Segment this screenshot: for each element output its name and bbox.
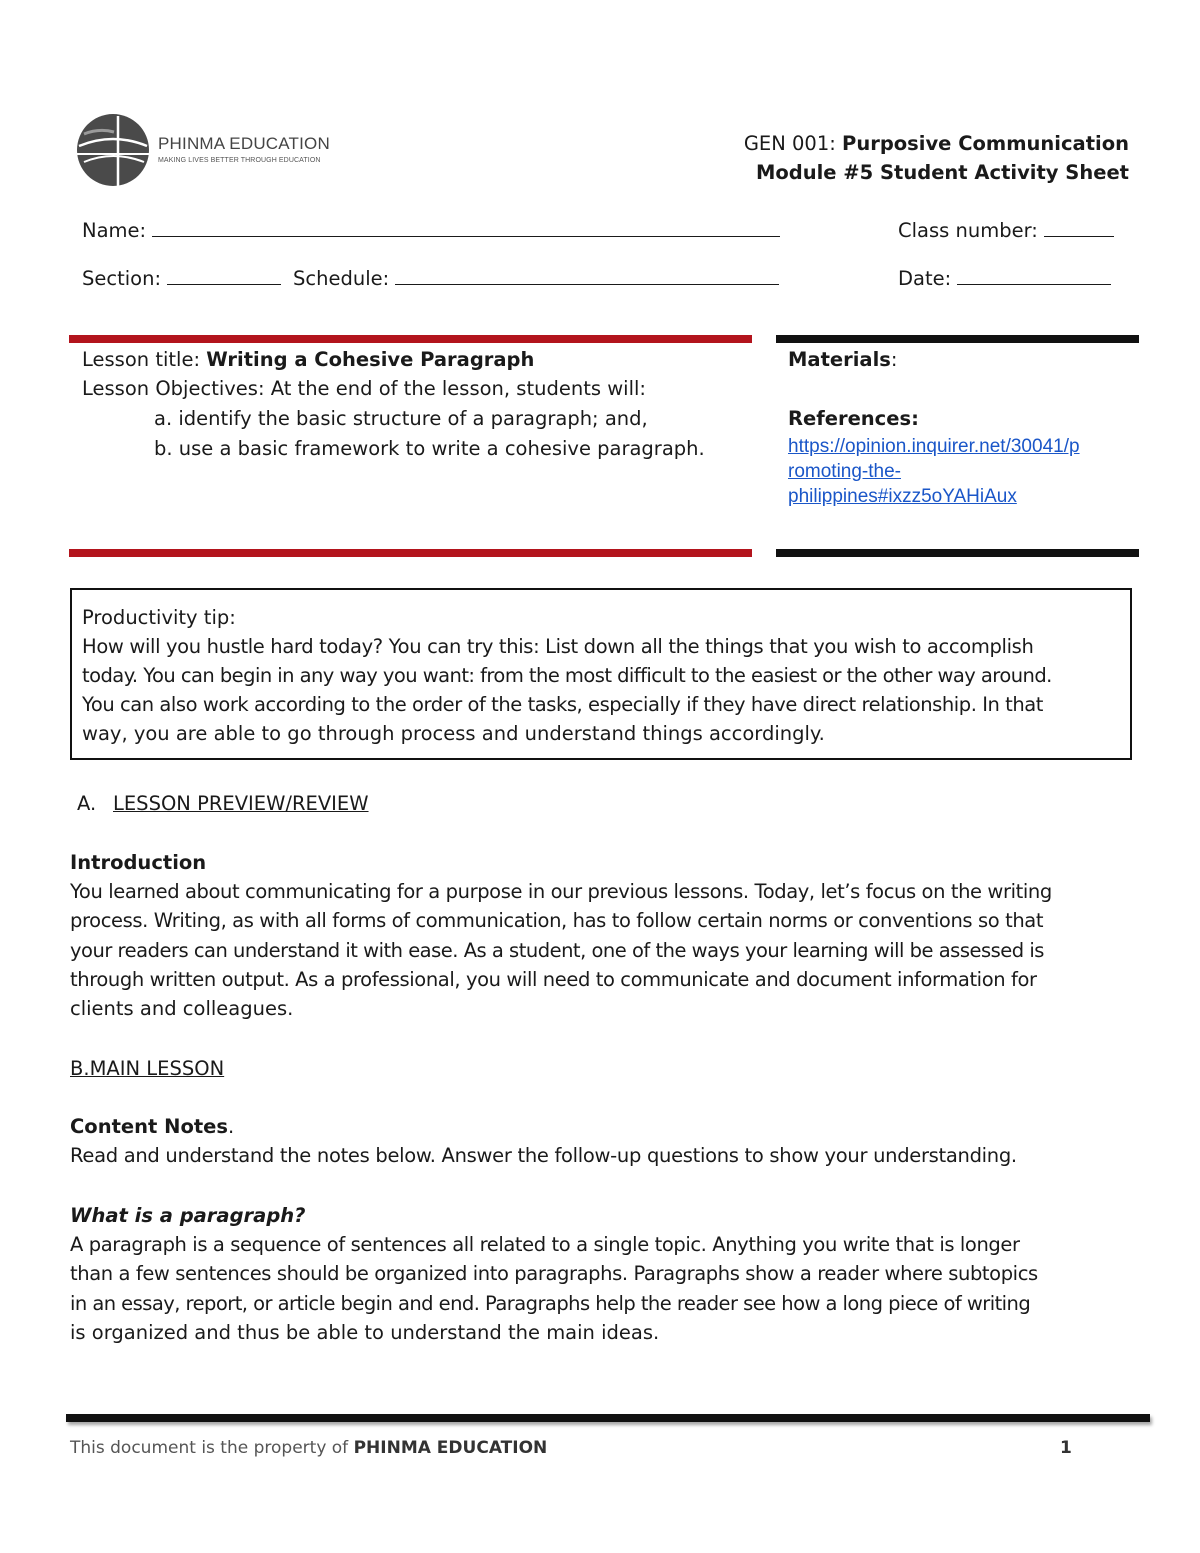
- references-heading: References:: [788, 407, 919, 430]
- paragraph-line-4: is organized and thus be able to understand the main ideas.: [70, 1321, 660, 1344]
- materials-label: Materials: [788, 348, 891, 371]
- sheet-title: Module #5 Student Activity Sheet: [755, 161, 1129, 184]
- name-blank[interactable]: [152, 218, 780, 237]
- footer-rule: [66, 1414, 1150, 1422]
- logo-tagline: MAKING LIVES BETTER THROUGH EDUCATION: [158, 157, 321, 164]
- logo: [74, 112, 334, 188]
- tip-line-4: way, you are able to go through process and understand things accordingly.: [82, 722, 825, 745]
- lesson-objective-a: a. identify the basic structure of a paragraph; and,: [154, 407, 648, 430]
- date-label: Date:: [898, 267, 952, 290]
- name-field[interactable]: [82, 216, 780, 245]
- class-number-blank[interactable]: [1044, 218, 1114, 237]
- content-notes-period: .: [228, 1115, 235, 1138]
- paragraph-line-1: A paragraph is a sequence of sentences all related to a single topic. Anything you write that is longer: [70, 1233, 1020, 1256]
- lesson-title-value: Writing a Cohesive Paragraph: [206, 348, 535, 371]
- section-blank[interactable]: [167, 266, 281, 285]
- section-a-title: LESSON PREVIEW/REVIEW: [113, 792, 369, 815]
- content-notes-heading: [70, 1112, 234, 1141]
- tip-line-2: today. You can begin in any way you want: from the most difficult to the easiest or the other way around.: [82, 664, 1052, 687]
- reference-link-line-2[interactable]: romoting-the-: [788, 461, 901, 482]
- page-number: 1: [1060, 1438, 1072, 1458]
- section-a-heading: [77, 789, 369, 818]
- footer-prefix: This document is the property of: [70, 1438, 354, 1458]
- intro-line-1: You learned about communicating for a purpose in our previous lessons. Today, let’s focus on the writing: [70, 880, 1052, 903]
- intro-line-4: through written output. As a professional, you will need to communicate and document information for: [70, 968, 1037, 991]
- footer-text: [70, 1436, 547, 1460]
- section-field[interactable]: [82, 264, 281, 293]
- productivity-tip-box: [70, 588, 1132, 760]
- phinma-logo-icon: [74, 112, 152, 188]
- lesson-objective-b: b. use a basic framework to write a cohesive paragraph.: [154, 437, 705, 460]
- introduction-heading: Introduction: [70, 851, 207, 874]
- intro-line-3: your readers can understand it with ease. As a student, one of the ways your learning will be assessed is: [70, 939, 1044, 962]
- course-name: Purposive Communication: [842, 132, 1129, 155]
- section-a-marker: A.: [77, 792, 97, 815]
- logo-brand: PHINMA EDUCATION: [158, 134, 330, 153]
- materials-top-bar: [776, 335, 1139, 343]
- reference-link[interactable]: [788, 434, 1080, 509]
- reference-link-line-3[interactable]: philippines#ixzz5oYAHiAux: [788, 486, 1017, 507]
- schedule-label: Schedule:: [293, 267, 390, 290]
- reference-link-line-1[interactable]: https://opinion.inquirer.net/30041/p: [788, 436, 1080, 457]
- paragraph-line-2: than a few sentences should be organized into paragraphs. Paragraphs show a reader where subtopics: [70, 1262, 1038, 1285]
- footer-owner: PHINMA EDUCATION: [353, 1438, 548, 1458]
- materials-heading: [788, 345, 897, 374]
- lesson-title-label: title:: [155, 348, 201, 371]
- lesson-objectives-intro: Lesson Objectives: At the end of the lesson, students will:: [82, 377, 646, 400]
- course-title: [744, 129, 1129, 158]
- schedule-field[interactable]: [293, 264, 779, 293]
- paragraph-line-3: in an essay, report, or article begin and end. Paragraphs help the reader see how a long piece of writing: [70, 1292, 1031, 1315]
- lesson-title-prefix: Lesson: [82, 348, 156, 371]
- schedule-blank[interactable]: [395, 266, 779, 285]
- course-code: GEN 001:: [743, 132, 836, 155]
- section-b-heading: B.MAIN LESSON: [70, 1057, 225, 1080]
- class-number-label: Class number:: [898, 219, 1038, 242]
- section-label: Section:: [82, 267, 162, 290]
- class-number-field[interactable]: [898, 216, 1114, 245]
- intro-line-2: process. Writing, as with all forms of communication, has to follow certain norms or conventions so that: [70, 909, 1044, 932]
- materials-colon: :: [890, 348, 898, 371]
- lesson-title: [82, 345, 534, 374]
- materials-bottom-bar: [776, 549, 1139, 557]
- question-heading: What is a paragraph?: [70, 1204, 306, 1227]
- date-blank[interactable]: [957, 266, 1111, 285]
- intro-line-5: clients and colleagues.: [70, 997, 294, 1020]
- lesson-bottom-bar: [69, 549, 752, 557]
- name-label: Name:: [82, 219, 147, 242]
- content-notes-text: Read and understand the notes below. Answer the follow-up questions to show your understanding.: [70, 1144, 1017, 1167]
- lesson-top-bar: [69, 335, 752, 343]
- date-field[interactable]: [898, 264, 1111, 293]
- tip-line-3: You can also work according to the order of the tasks, especially if they have direct relationship. In that: [82, 693, 1043, 716]
- tip-line-1: How will you hustle hard today? You can try this: List down all the things that you wish to accomplish: [82, 635, 1034, 658]
- tip-heading: Productivity tip:: [82, 606, 236, 629]
- content-notes-label: Content Notes: [70, 1115, 228, 1138]
